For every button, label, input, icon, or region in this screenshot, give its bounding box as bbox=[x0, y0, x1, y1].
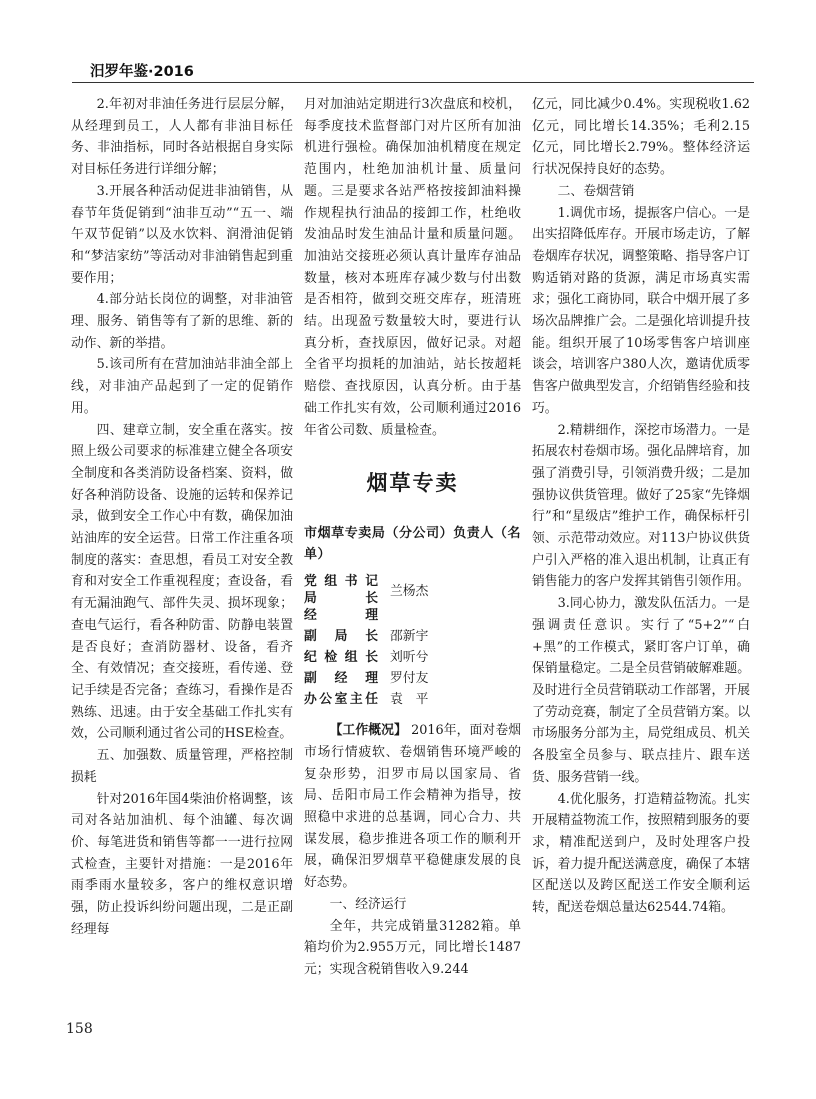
paragraph: 全年，共完成销量31282箱。单箱均价为2.955万元，同比增长1487元；实现含税销售收入9.244 bbox=[304, 918, 521, 977]
paragraph-continuation: 月对加油站定期进行3次盘底和校机，每季度技术监督部门对片区所有加油机进行强检。确保加油机精度在规定范围内，杜绝加油机计量、质量问题。三是要求各站严格按接卸油料操作规程执行油品的接卸工作，杜绝收发油品时发生油品计量和质量问题。加油站交接班必须认真计量库存油品数量，核对本班库存减少数与付出数是否相符，做到交班交库存，班清班结。出现盈亏数量较大时，要进行认真分析，查找原因，做好记录。对超全省平均损耗的加油站，站长按超耗赔偿、查找原因，认真分析。由于基础工作扎实有效，公司顺利通过2016年省公司数、质量检查。 bbox=[304, 97, 521, 438]
roster-row bbox=[304, 571, 521, 626]
roster-name: 罗付友 bbox=[390, 671, 429, 687]
roster-name: 刘听兮 bbox=[390, 650, 429, 666]
roster-row bbox=[304, 647, 521, 668]
roster-title: 纪检组长 bbox=[304, 650, 378, 666]
roster-row bbox=[304, 626, 521, 647]
roster-title: 副局长 bbox=[304, 629, 378, 645]
text-column-right bbox=[532, 94, 750, 919]
paragraph: 5.该司所有在营加油站非油全部上线，对非油产品起到了一定的促销作用。 bbox=[71, 357, 293, 416]
paragraph: 四、建章立制，安全重在落实。按照上级公司要求的标准建立健全各项安全制度和各类消防设备档案、资料，做好各种消防设备、设施的运转和保养记录，做到安全工作心中有数，确保加油站油库的安全运营。日常工作注重各项制度的落实：查思想，看员工对安全教育和对安全工作重视程度；查设备，看有无漏油跑气、部件失灵、损坏现象；查电气运行，看各种防雷、防静电装置是否良好；查消防器材、设备，看齐全、有效情况；查交接班，看传递、登记手续是否完备；查练习，看操作是否熟练、迅速。由于安全基础工作扎实有效，公司顺利通过省公司的HSE检查。 bbox=[71, 422, 293, 742]
header-rule bbox=[72, 82, 754, 83]
roster-name: 邵新宇 bbox=[390, 629, 429, 645]
paragraph-continuation: 亿元，同比减少0.4%。实现税收1.62亿元，同比增长14.35%；毛利2.15亿元，同比增长2.79%。整体经济运行状况保持良好的态势。 bbox=[532, 97, 750, 178]
subsection-heading: 二、卷烟营销 bbox=[557, 183, 635, 199]
roster-name: 袁 平 bbox=[390, 692, 429, 708]
paragraph: 2.精耕细作，深挖市场潜力。一是拓展农村卷烟市场。强化品牌培育，加强了消费引导，引领消费升级；二是加强协议供货管理。做好了25家“先锋烟行”和“星级店”维护工作，确保标杆引领、示范带动效应。对113户协议供货户引入严格的准入退出机制，让真正有销售能力的客户发挥其销售引领作用。 bbox=[532, 422, 750, 590]
paragraph: 4.部分站长岗位的调整，对非油管理、服务、销售等有了新的思维、新的动作、新的举措。 bbox=[71, 292, 293, 351]
leadership-list-title: 市烟草专卖局（分公司）负责人（名单） bbox=[304, 526, 521, 563]
roster-title: 副经理 bbox=[304, 671, 378, 687]
paragraph: 针对2016年国4柴油价格调整，该司对各站加油机、每个油罐、每次调价、每笔进货和销售等都一一进行拉网式检查，主要针对措施：一是2016年雨季雨水量较多，客户的维权意识增强，防止投诉纠纷问题出现，二是正副经理每 bbox=[71, 791, 293, 937]
roster-title: 党组书记 局 长 经 理 bbox=[304, 574, 378, 624]
paragraph: 1.调优市场，提振客户信心。一是出实招降低库存。开展市场走访，了解卷烟库存状况，调整策略、指导客户订购适销对路的货源，满足市场真实需求；强化工商协同，联合中烟开展了多场次品牌推广会。二是强化培训提升技能。组织开展了10场零售客户培训座谈会，培训客户380人次，邀请优质零售客户做典型发言，介绍销售经验和技巧。 bbox=[532, 205, 750, 416]
paragraph: 3.同心协力，激发队伍活力。一是强调责任意识。实行了“5+2”“白+黑”的工作模式，紧盯客户订单，确保销量稳定。二是全员营销破解难题。及时进行全员营销联动工作部署，开展了劳动竞赛，制定了全员营销方案。以市场服务分部为主，局党组成员、机关各股室全员参与、联点挂片、跟车送货、服务营销一线。 bbox=[532, 596, 750, 785]
text-column-left bbox=[71, 94, 293, 940]
paragraph: 4.优化服务，打造精益物流。扎实开展精益物流工作，按照精到服务的要求，精准配送到户，及时处理客户投诉，着力提升配送满意度，确保了本辖区配送以及跨区配送工作安全顺利运转，配送卷烟总量达62544.74箱。 bbox=[532, 791, 750, 916]
leadership-roster bbox=[304, 571, 521, 710]
roster-row bbox=[304, 689, 521, 710]
paragraph: 3.开展各种活动促进非油销售，从春节年货促销到“油非互动”“五一、端午双节促销”以及水饮料、润滑油促销和“梦洁家纺”等活动对非油销售起到重要作用； bbox=[71, 183, 293, 286]
roster-name: 兰杨杰 bbox=[390, 584, 429, 600]
yearbook-header-title: 汨罗年鉴·2016 bbox=[90, 64, 194, 80]
roster-row bbox=[304, 668, 521, 689]
overview-text: 2016年，面对卷烟市场行情疲软、卷烟销售环境严峻的复杂形势，汨罗市局以国家局、省局、岳阳市局工作会精神为指导，按照稳中求进的总基调，同心合力、共谋发展，稳步推进各项工作的顺利开展，确保汨罗烟草平稳健康发展的良好态势。 bbox=[304, 723, 522, 891]
page-number: 158 bbox=[66, 1021, 93, 1037]
subsection-heading: 一、经济运行 bbox=[329, 896, 407, 912]
roster-title: 办公室主任 bbox=[304, 692, 378, 708]
section-title: 烟草专卖 bbox=[366, 470, 459, 496]
overview-paragraph bbox=[304, 720, 521, 894]
subsection-heading: 五、加强数、质量管理，严格控制损耗 bbox=[71, 748, 293, 785]
text-column-middle bbox=[304, 94, 521, 981]
paragraph: 2.年初对非油任务进行层层分解，从经理到员工，人人都有非油目标任务、非油指标，同时各站根据自身实际对目标任务进行详细分解； bbox=[71, 97, 293, 178]
overview-label: 【工作概况】 bbox=[329, 723, 407, 739]
